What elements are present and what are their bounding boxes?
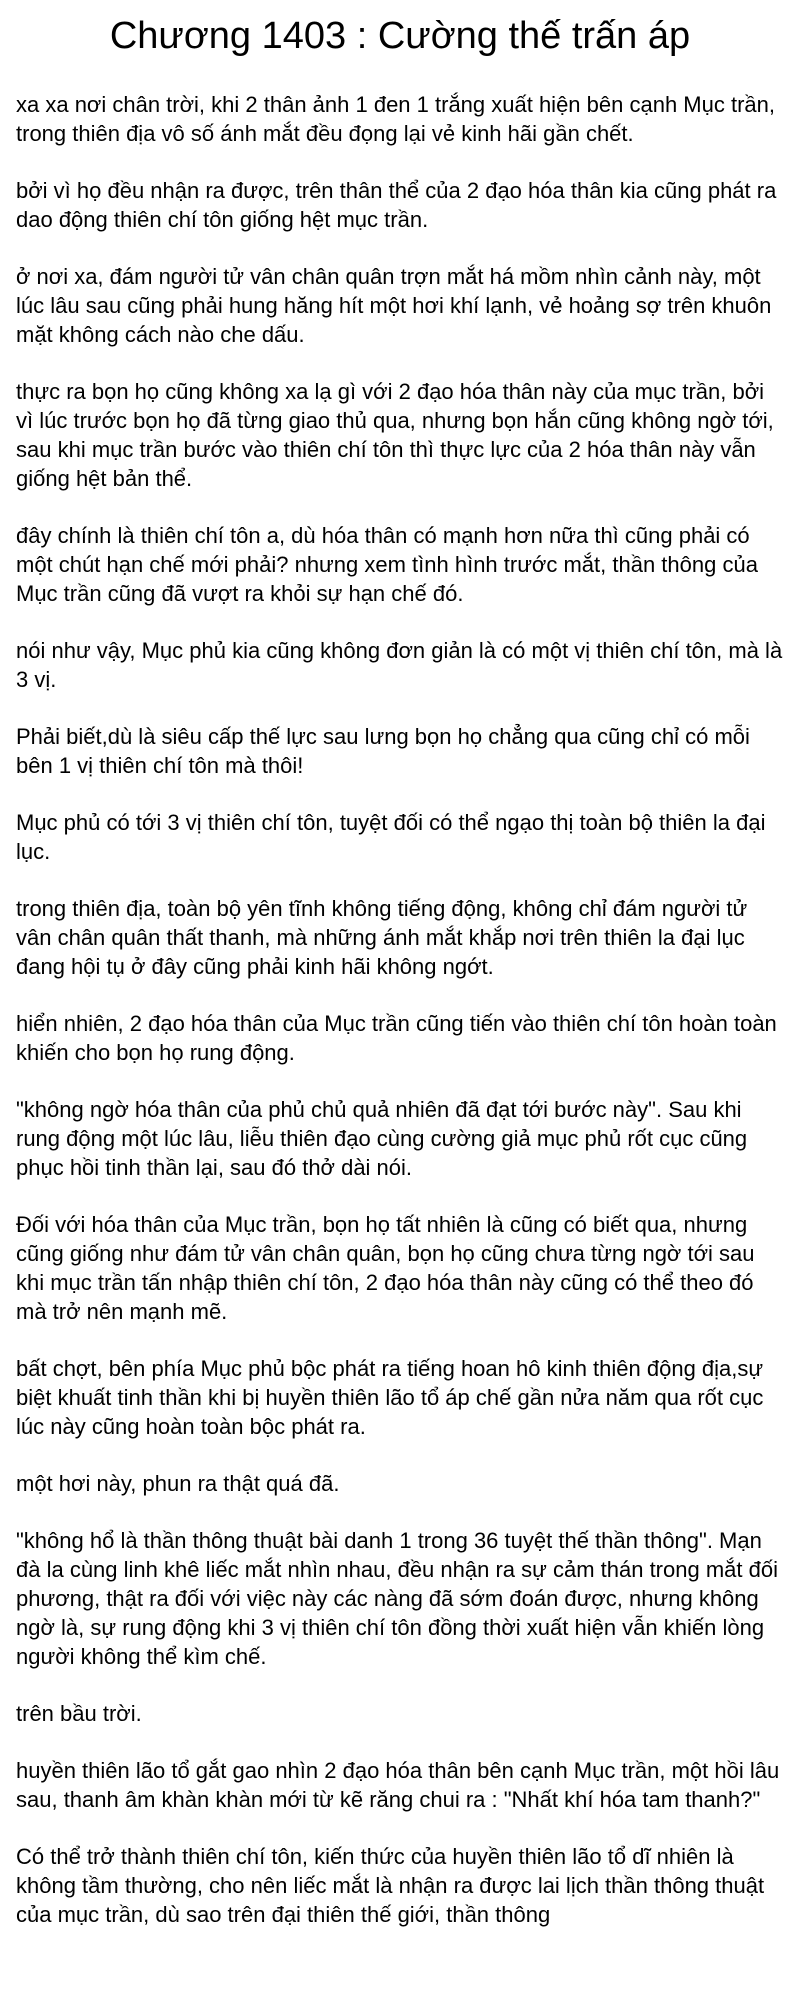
paragraph: Có thể trở thành thiên chí tôn, kiến thức của huyền thiên lão tổ dĩ nhiên là không tầm thường, cho nên liếc mắt là nhận ra được lai lịch thần thông thuật của mục trần, dù sao trên đại thiên thế giới, thần thông	[16, 1844, 765, 1927]
paragraph: một hơi này, phun ra thật quá đã.	[16, 1471, 340, 1496]
paragraph: đây chính là thiên chí tôn a, dù hóa thân có mạnh hơn nữa thì cũng phải có một chút hạn chế mới phải? nhưng xem tình hình trước mắt, thần thông của Mục trần cũng đã vượt ra khỏi sự hạn chế đó.	[16, 523, 758, 606]
chapter-title: Chương 1403 : Cường thế trấn áp	[109, 15, 691, 57]
paragraph: trong thiên địa, toàn bộ yên tĩnh không tiếng động, không chỉ đám người tử vân chân quân thất thanh, mà những ánh mắt khắp nơi trên thiên la đại lục đang hội tụ ở đây cũng phải kinh hãi không ngớt.	[16, 896, 748, 979]
chapter-body	[16, 90, 784, 1929]
paragraph: "không ngờ hóa thân của phủ chủ quả nhiên đã đạt tới bước này". Sau khi rung động một lúc lâu, liễu thiên đạo cùng cường giả mục phủ rốt cục cũng phục hồi tinh thần lại, sau đó thở dài nói.	[16, 1097, 748, 1180]
paragraph: "không hổ là thần thông thuật bài danh 1 trong 36 tuyệt thế thần thông". Mạn đà la cùng linh khê liếc mắt nhìn nhau, đều nhận ra sự cảm thán trong mắt đối phương, thật ra đối với việc này các nàng đã sớm đoán được, nhưng không ngờ là, sự rung động khi 3 vị thiên chí tôn đồng thời xuất hiện vẫn khiến lòng người không thể kìm chế.	[16, 1528, 778, 1669]
paragraph: Phải biết,dù là siêu cấp thế lực sau lưng bọn họ chẳng qua cũng chỉ có mỗi bên 1 vị thiên chí tôn mà thôi!	[16, 724, 750, 778]
paragraph: bất chợt, bên phía Mục phủ bộc phát ra tiếng hoan hô kinh thiên động địa,sự biệt khuất tinh thần khi bị huyền thiên lão tổ áp chế gần nửa năm qua rốt cục lúc này cũng hoàn toàn bộc phát ra.	[16, 1356, 764, 1439]
paragraph: huyền thiên lão tổ gắt gao nhìn 2 đạo hóa thân bên cạnh Mục trần, một hồi lâu sau, thanh âm khàn khàn mới từ kẽ răng chui ra : "Nhất khí hóa tam thanh?"	[16, 1758, 780, 1812]
paragraph: Mục phủ có tới 3 vị thiên chí tôn, tuyệt đối có thể ngạo thị toàn bộ thiên la đại lục.	[16, 810, 766, 864]
paragraph: nói như vậy, Mục phủ kia cũng không đơn giản là có một vị thiên chí tôn, mà là 3 vị.	[16, 638, 783, 692]
paragraph: xa xa nơi chân trời, khi 2 thân ảnh 1 đen 1 trắng xuất hiện bên cạnh Mục trần, trong thiên địa vô số ánh mắt đều đọng lại vẻ kinh hãi gần chết.	[16, 92, 775, 146]
paragraph: ở nơi xa, đám người tử vân chân quân trợn mắt há mồm nhìn cảnh này, một lúc lâu sau cũng phải hung hăng hít một hơi khí lạnh, vẻ hoảng sợ trên khuôn mặt không cách nào che dấu.	[16, 264, 772, 347]
paragraph: trên bầu trời.	[16, 1701, 142, 1726]
paragraph: hiển nhiên, 2 đạo hóa thân của Mục trần cũng tiến vào thiên chí tôn hoàn toàn khiến cho bọn họ rung động.	[16, 1011, 777, 1065]
paragraph: thực ra bọn họ cũng không xa lạ gì với 2 đạo hóa thân này của mục trần, bởi vì lúc trước bọn họ đã từng giao thủ qua, nhưng bọn hắn cũng không ngờ tới, sau khi mục trần bước vào thiên chí tôn thì thực lực của 2 hóa thân này vẫn giống hệt bản thể.	[16, 379, 774, 491]
paragraph: Đối với hóa thân của Mục trần, bọn họ tất nhiên là cũng có biết qua, nhưng cũng giống như đám tử vân chân quân, bọn họ cũng chưa từng ngờ tới sau khi mục trần tấn nhập thiên chí tôn, 2 đạo hóa thân này cũng có thể theo đó mà trở nên mạnh mẽ.	[16, 1212, 755, 1324]
paragraph: bởi vì họ đều nhận ra được, trên thân thể của 2 đạo hóa thân kia cũng phát ra dao động thiên chí tôn giống hệt mục trần.	[16, 178, 777, 232]
